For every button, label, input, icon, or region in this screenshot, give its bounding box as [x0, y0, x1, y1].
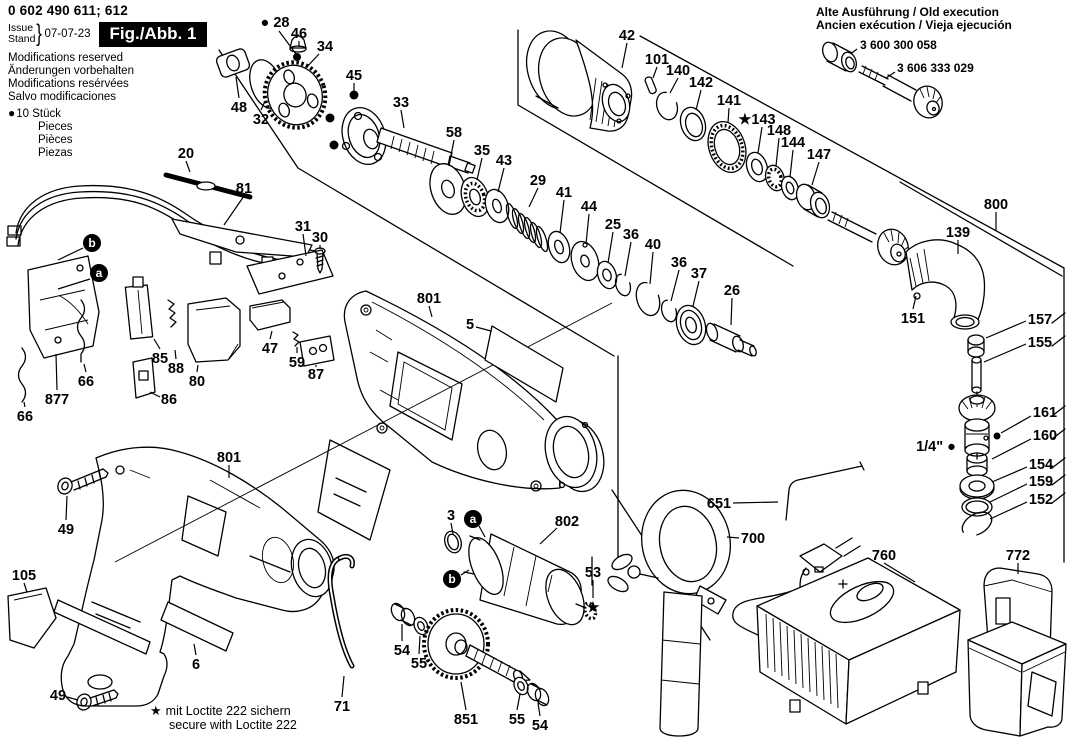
callout-leader-line	[986, 321, 1026, 338]
contact-strip-66b	[19, 348, 26, 402]
part-number-callout: ★	[586, 600, 600, 616]
part-number-callout: 44	[580, 199, 598, 215]
part-number-callout: 48	[230, 100, 248, 116]
callout-leader-line	[984, 344, 1026, 362]
part-number-callout: 20	[177, 146, 195, 162]
callout-leader-line	[560, 200, 564, 233]
callout-leader-line	[479, 526, 485, 537]
part-number-callout: 59	[288, 355, 306, 371]
part-number-callout: 700	[740, 531, 766, 547]
coupling-26	[704, 322, 757, 357]
old-execution-title: Alte Ausführung / Old execution	[816, 5, 999, 19]
snap-ring-140	[653, 90, 681, 123]
part-number-callout: 42	[618, 28, 636, 44]
pin-155	[972, 357, 981, 393]
part-number-callout: 148	[766, 123, 792, 139]
spring-59	[293, 332, 299, 346]
motor-802	[462, 533, 598, 630]
callout-leader-line	[261, 101, 265, 110]
battery-charger-760	[733, 538, 960, 724]
assembly-marker-letter: a	[95, 266, 103, 280]
callout-leader-line	[992, 467, 1027, 482]
part-number-callout: 86	[160, 392, 178, 408]
callout-leader-line	[150, 392, 160, 397]
callout-leader-line	[696, 90, 701, 110]
issue-label: Issue	[8, 22, 34, 34]
old-shaft-bevel-gear	[859, 66, 946, 122]
pieces-line: Pieces	[38, 121, 73, 133]
ball-161	[994, 433, 1001, 440]
auxiliary-handle-700	[605, 482, 739, 736]
callout-leader-line	[342, 676, 344, 697]
callout-leader-line	[650, 252, 653, 284]
part-number-callout: 54	[531, 718, 549, 734]
part-number-callout: 80	[188, 374, 206, 390]
part-number-callout: 47	[261, 341, 279, 357]
part-number-callout: 801	[216, 450, 242, 466]
part-number-callout: 25	[604, 217, 622, 233]
callout-leader-line	[622, 43, 627, 68]
callout-leader-line	[992, 439, 1031, 459]
part-number-callout: 53	[584, 565, 602, 581]
part-number-callout: 71	[333, 699, 351, 715]
issue-stand-row	[8, 20, 207, 48]
part-number-callout: 101	[644, 52, 670, 68]
callout-leader-line	[790, 150, 793, 177]
part-number-callout: 6	[191, 657, 201, 673]
callout-leader-line	[477, 158, 482, 180]
callout-leader-line	[197, 365, 198, 372]
switch-button-80	[188, 298, 240, 362]
sleeve-160	[967, 453, 987, 476]
part-number-callout: 85	[151, 351, 169, 367]
angle-head-assembly	[906, 240, 1001, 541]
spring-29	[504, 202, 550, 252]
bevel-gear-output	[959, 392, 995, 421]
part-number-callout: 32	[252, 112, 270, 128]
pieces-line: Piezas	[38, 147, 73, 159]
ball	[330, 141, 339, 150]
callout-leader-line	[517, 694, 520, 710]
old-part-number: 3 606 333 029	[897, 61, 974, 75]
part-number-callout: 140	[665, 63, 691, 79]
modifications-line: Salvo modificaciones	[8, 91, 117, 103]
bushing-54-left	[389, 601, 417, 627]
drive-shaft-bevel-gear	[828, 212, 913, 269]
part-number-callout: 157	[1027, 312, 1053, 328]
part-number-callout: 40	[644, 237, 662, 253]
pieces-line: Pièces	[38, 134, 73, 146]
callout-leader-line	[56, 354, 57, 390]
part-number-callout: 155	[1027, 335, 1053, 351]
callout-leader-line	[608, 232, 613, 263]
callout-leader-line	[429, 306, 432, 317]
brush-block-87	[300, 336, 334, 366]
cap-47	[250, 300, 290, 330]
callout-leader-line	[476, 327, 491, 331]
part-number-callout: 5	[465, 317, 475, 333]
part-number-callout: 1/4" ●	[916, 439, 956, 455]
brace-glyph: }	[36, 20, 43, 47]
old-execution-note	[816, 6, 1012, 32]
assembly-marker-letter: b	[88, 236, 96, 250]
gear-shaft-851	[424, 610, 530, 683]
callout-leader-line	[186, 161, 190, 172]
spring-88	[168, 300, 176, 327]
callout-leader-line	[693, 281, 699, 306]
part-number-callout: 49	[57, 522, 75, 538]
callout-leader-line	[224, 196, 244, 225]
callout-leader-line	[812, 162, 819, 185]
bullet-icon: ●	[8, 106, 16, 120]
callout-leader-line	[670, 78, 678, 93]
callout-leader-line	[270, 331, 272, 339]
hex-key-651	[786, 462, 864, 520]
part-number-callout: 154	[1028, 457, 1054, 473]
assembly-marker-letter: b	[448, 572, 456, 586]
callout-leader-line	[758, 127, 762, 153]
part-number-callout: ★143	[738, 112, 776, 128]
callout-leader-line	[731, 298, 732, 325]
callout-leader-line	[728, 108, 729, 123]
ball	[326, 114, 335, 123]
part-number-callout: 144	[780, 135, 806, 151]
part-number-callout: 151	[900, 311, 926, 327]
callout-leader-line	[653, 67, 657, 78]
part-number-callout: 147	[806, 147, 832, 163]
part-number-callout: 41	[555, 185, 573, 201]
callout-leader-line	[24, 402, 25, 407]
issue-date: 07-07-23	[44, 28, 91, 40]
assembly-marker-letter: a	[469, 512, 477, 526]
part-number-callout: 36	[622, 227, 640, 243]
part-number-callout: 45	[345, 68, 363, 84]
part-number-callout: 30	[311, 230, 329, 246]
washer-41	[545, 229, 574, 266]
part-number-callout: 141	[716, 93, 742, 109]
housing-grip-stub	[318, 440, 390, 540]
star-icon: ★	[150, 703, 162, 718]
old-execution-title: Ancien exécution / Vieja ejecución	[816, 18, 1012, 32]
part-number-callout: 55	[508, 712, 526, 728]
gear-train-assembly	[215, 36, 757, 357]
callout-leader-line	[84, 364, 86, 372]
callout-leader-line	[990, 502, 1027, 519]
old-sleeve	[820, 40, 858, 73]
cup-142	[676, 104, 709, 144]
callout-leader-line	[625, 242, 631, 276]
snap-ring-40	[632, 279, 663, 318]
callout-leader-line	[540, 528, 557, 544]
callout-leader-line	[461, 682, 466, 710]
switch-assembly-877	[28, 256, 99, 358]
part-number-callout: 66	[77, 374, 95, 390]
label-6	[161, 602, 233, 651]
part-number-callout: 801	[416, 291, 442, 307]
part-number-callout: 851	[453, 712, 479, 728]
part-number-callout: 651	[706, 496, 732, 512]
footnote-line: secure with Loctite 222	[169, 718, 297, 732]
part-number-callout: 58	[445, 125, 463, 141]
callout-leader-line	[24, 583, 27, 592]
pieces-line: 10 Stück	[16, 108, 61, 120]
modifications-line: Modifications resérvées	[8, 78, 129, 90]
callout-leader-line	[586, 214, 589, 244]
part-number-callout: ● 28	[260, 15, 290, 31]
part-number-callout: 46	[290, 26, 308, 42]
part-number-callout: 33	[392, 95, 410, 111]
bearing-37	[672, 302, 711, 349]
part-number-callout: 31	[294, 219, 312, 235]
part-number-callout: 161	[1032, 405, 1058, 421]
callout-leader-line	[154, 339, 160, 349]
part-number-callout: 35	[473, 143, 491, 159]
part-number-callout: 160	[1032, 428, 1058, 444]
part-number-callout: 36	[670, 255, 688, 271]
callout-leader-line	[498, 168, 504, 192]
callout-leader-line	[306, 54, 319, 68]
battery-pack-772	[968, 568, 1066, 736]
part-number-callout: 54	[393, 643, 411, 659]
part-number-callout: 159	[1028, 474, 1054, 490]
callout-leader-line	[194, 644, 196, 655]
part-number-callout: 760	[871, 548, 897, 564]
part-number-callout: 802	[554, 514, 580, 530]
part-number-callout: 142	[688, 75, 714, 91]
document-part-number: 0 602 490 611; 612	[8, 3, 128, 18]
callout-leader-line	[776, 138, 779, 166]
callout-leader-line	[419, 636, 420, 654]
modifications-line: Modifications reserved	[8, 52, 124, 64]
sleeve-147	[793, 182, 832, 220]
callout-leader-line	[1001, 416, 1031, 433]
modifications-note	[8, 52, 134, 104]
old-part-number: 3 600 300 058	[860, 38, 937, 52]
callout-leader-line	[401, 110, 404, 128]
part-number-callout: 81	[235, 181, 253, 197]
callout-leader-line	[990, 484, 1027, 502]
sleeve-157	[968, 335, 984, 357]
stand-label: Stand	[8, 33, 36, 45]
part-number-callout: 29	[529, 173, 547, 189]
part-number-callout: 87	[307, 367, 325, 383]
callout-leader-line	[175, 350, 176, 359]
part-number-callout: 152	[1028, 492, 1054, 508]
part-number-callout: 139	[945, 225, 971, 241]
footnote-line: mit Loctite 222 sichern	[165, 704, 291, 718]
pin-101	[644, 76, 657, 94]
pieces-note	[8, 107, 73, 160]
part-number-callout: 772	[1005, 548, 1031, 564]
part-number-callout: 43	[495, 153, 513, 169]
callout-leader-line	[538, 703, 540, 716]
figure-label: Fig./Abb. 1	[99, 22, 208, 47]
modifications-line: Änderungen vorbehalten	[8, 65, 134, 77]
bearing-154	[960, 475, 994, 499]
callout-leader-line	[671, 270, 679, 301]
callout-leader-line	[529, 188, 538, 207]
brush-holder-85	[125, 277, 152, 339]
callout-leader-line	[66, 496, 67, 520]
part-number-callout: 26	[723, 283, 741, 299]
part-number-callout: 55	[410, 656, 428, 672]
ball-28	[293, 53, 301, 61]
part-number-callout: 49	[49, 688, 67, 704]
part-number-callout: 105	[11, 568, 37, 584]
part-number-callout: 3	[446, 508, 456, 524]
part-number-callout: 37	[690, 266, 708, 282]
part-number-callout: 88	[167, 361, 185, 377]
part-number-callout: 34	[316, 39, 334, 55]
callout-leader-line	[733, 502, 778, 503]
loctite-footnote	[150, 704, 297, 732]
old-execution-parts	[820, 40, 946, 121]
tool-holder-quarter-inch	[965, 419, 989, 456]
wire-harness	[7, 186, 323, 268]
part-number-callout: 877	[44, 392, 70, 408]
part-number-callout: 66	[16, 409, 34, 425]
part-number-callout: 800	[983, 197, 1009, 213]
